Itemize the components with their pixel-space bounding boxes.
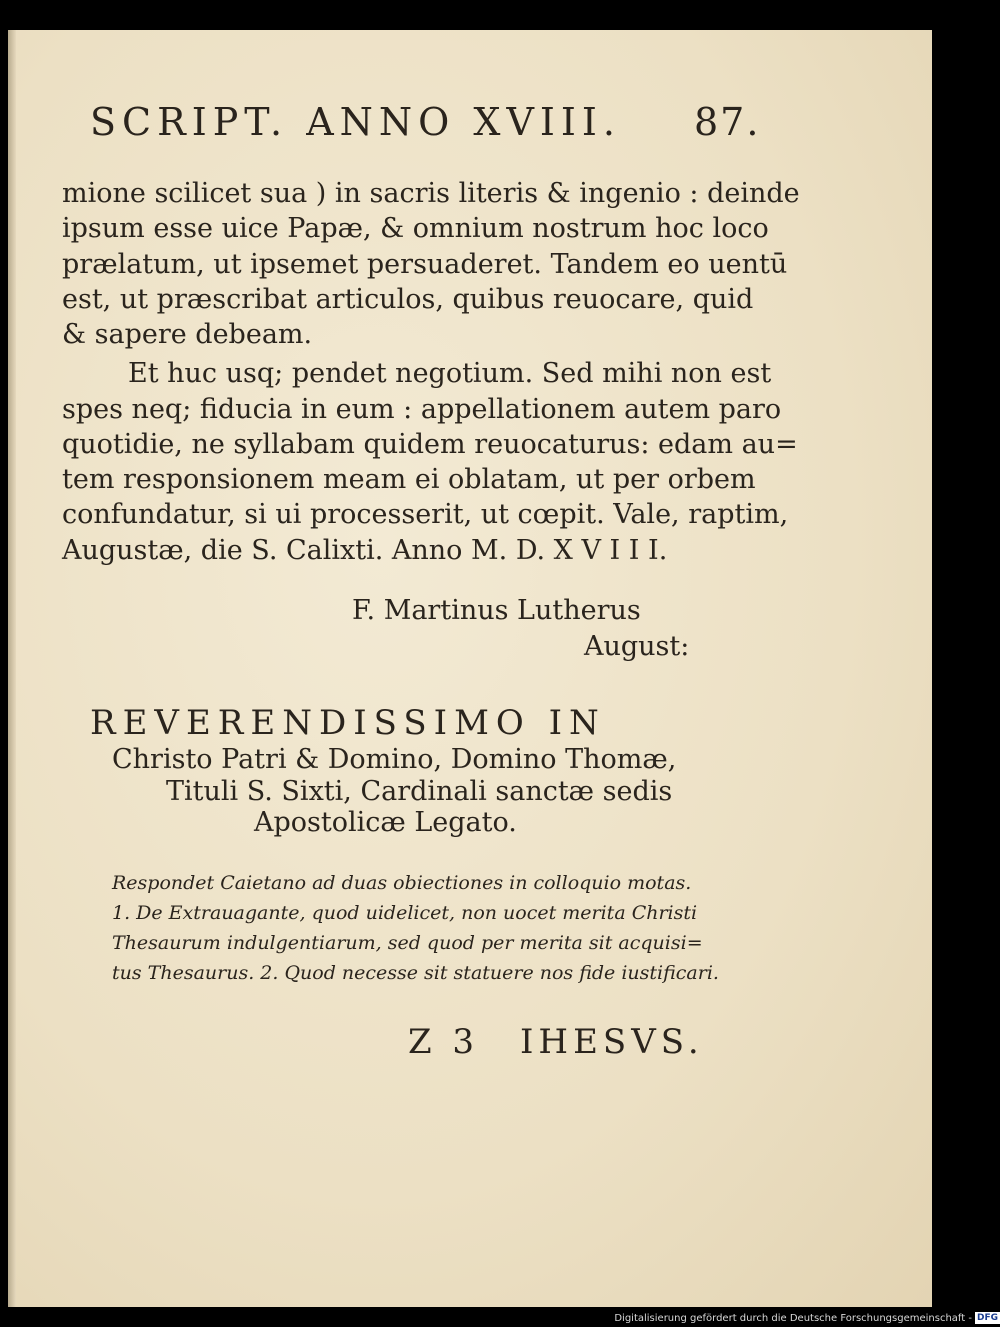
dfg-logo: DFG (976, 1313, 998, 1323)
address-heading: REVERENDISSIMO IN (90, 703, 606, 743)
book-page (8, 30, 932, 1307)
credit-text: Digitalisierung gefördert durch die Deutsche Forschungsgemeinschaft - (614, 1313, 972, 1324)
text-line: prælatum, ut ipsemet persuaderet. Tandem eo uentū (62, 249, 788, 280)
text-line: confundatur, si ui processerit, ut cœpit. Vale, raptim, (62, 499, 789, 530)
summary-line: Thesaurum indulgentiarum, sed quod per merita sit acquisi= (112, 932, 703, 954)
text-line: spes neq; fiducia in eum : appellationem autem paro (62, 394, 782, 425)
signature-name: F. Martinus Lutherus (352, 595, 641, 626)
summary-line: Respondet Caietano ad duas obiectiones in colloquio motas. (112, 872, 692, 894)
text-line: & sapere debeam. (62, 319, 313, 350)
running-head (90, 100, 761, 144)
text-line: est, ut præscribat articulos, quibus reuocare, quid (62, 284, 754, 315)
text-line: ipsum esse uice Papæ, & omnium nostrum hoc loco (62, 213, 769, 244)
text-line: mione scilicet sua ) in sacris literis & ingenio : deinde (62, 178, 800, 209)
summary-line: 1. De Extrauagante, quod uidelicet, non uocet merita Christi (112, 902, 698, 924)
text-line: Augustæ, die S. Calixti. Anno M. D. X V I I I. (62, 535, 668, 566)
address-line: Christo Patri & Domino, Domino Thomæ, (112, 744, 677, 775)
address-line: Apostolicæ Legato. (254, 807, 517, 838)
text-line: quotidie, ne syllabam quidem reuocaturus: edam au= (62, 429, 798, 460)
digitization-credit (612, 1311, 1000, 1327)
catchword: IHESVS. (520, 1022, 704, 1062)
address-line: Tituli S. Sixti, Cardinali sanctæ sedis (166, 776, 673, 807)
summary-line: tus Thesaurus. 2. Quod necesse sit statuere nos fide iustificari. (112, 962, 719, 984)
signature-place: August: (584, 631, 690, 662)
signature-mark: Z 3 (408, 1022, 480, 1062)
text-line: Et huc usq; pendet negotium. Sed mihi non est (128, 358, 772, 389)
page-gutter (8, 30, 16, 1307)
text-line: tem responsionem meam ei oblatam, ut per orbem (62, 464, 756, 495)
running-title: SCRIPT. ANNO XVIII. (90, 100, 621, 144)
page-number: 87. (694, 100, 761, 144)
